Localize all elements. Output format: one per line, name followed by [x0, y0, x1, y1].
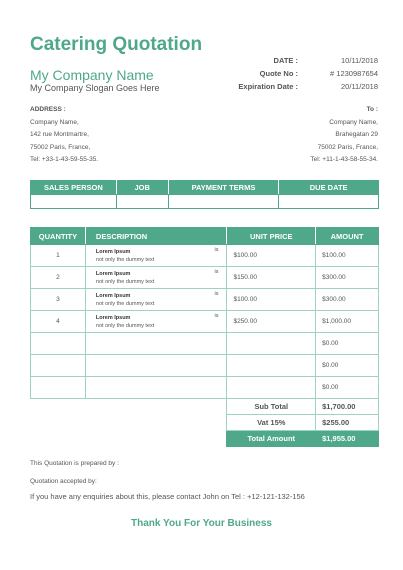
meta-date-label: DATE : — [273, 56, 298, 65]
subtotal-row — [31, 399, 379, 415]
description-is: is — [214, 268, 219, 275]
from-line: Company Name, — [30, 118, 79, 126]
description-cell — [85, 289, 227, 311]
header-quantity: QUANTITY — [31, 228, 86, 245]
table-row — [31, 245, 379, 267]
due-date-cell[interactable] — [279, 195, 379, 209]
quantity-cell — [31, 355, 86, 377]
quantity-cell: 1 — [31, 245, 86, 267]
meta-expiration — [178, 82, 378, 91]
quantity-cell: 3 — [31, 289, 86, 311]
description-is: is — [214, 290, 219, 297]
table-row — [31, 311, 379, 333]
unit-price-cell: $100.00 — [227, 289, 316, 311]
company-slogan: My Company Slogan Goes Here — [30, 83, 160, 93]
thank-you-message: Thank You For Your Business — [131, 518, 272, 529]
meta-date-value: 10/11/2018 — [341, 56, 378, 65]
subtotal-label: Sub Total — [227, 399, 316, 415]
description-cell — [85, 267, 227, 289]
table-row — [31, 377, 379, 399]
from-line: 142 rue Montmartre, — [30, 131, 89, 138]
to-address — [310, 104, 378, 167]
prepared-by: This Quotation is prepared by : — [30, 460, 119, 467]
quantity-cell — [31, 377, 86, 399]
to-line: 75002 Paris, France, — [317, 143, 378, 151]
subtotal-value: $1,700.00 — [316, 399, 379, 415]
meta-quote-label: Quote No : — [259, 69, 298, 78]
from-heading: ADDRESS : — [30, 106, 66, 113]
header-unit-price: UNIT PRICE — [227, 228, 316, 245]
total-label: Total Amount — [227, 431, 316, 447]
vat-value: $255.00 — [316, 415, 379, 431]
total-row — [31, 431, 379, 447]
amount-cell: $0.00 — [316, 333, 379, 355]
from-line: Tel: +33-1-43-59-55-35. — [30, 156, 99, 163]
meta-quote-no — [178, 69, 378, 78]
description-cell — [85, 333, 227, 355]
table-row — [31, 355, 379, 377]
quantity-cell: 2 — [31, 267, 86, 289]
accepted-by: Quotation accepted by: — [30, 478, 97, 485]
header-payment-terms: PAYMENT TERMS — [168, 181, 279, 195]
header-description: DESCRIPTION — [85, 228, 227, 245]
description-cell — [85, 311, 227, 333]
amount-cell: $100.00 — [316, 245, 379, 267]
meta-quote-value: # 1230987654 — [330, 69, 378, 78]
from-line: 75002 Paris, France, — [30, 143, 91, 151]
table-row — [31, 333, 379, 355]
amount-cell: $0.00 — [316, 355, 379, 377]
unit-price-cell: $100.00 — [227, 245, 316, 267]
amount-cell: $300.00 — [316, 289, 379, 311]
enquiries-text: If you have any enquiries about this, please contact John on Tel : +12-121-132-156 — [30, 492, 305, 501]
description-cell — [85, 377, 227, 399]
payment-terms-cell[interactable] — [168, 195, 279, 209]
header-amount: AMOUNT — [316, 228, 379, 245]
items-table — [30, 227, 379, 447]
to-line: Tel: +11-1-43-58-55-34. — [310, 156, 378, 163]
description-cell — [85, 355, 227, 377]
vat-row — [31, 415, 379, 431]
description-is: is — [214, 312, 219, 319]
to-line: Brahegatan 29 — [335, 131, 378, 138]
table-row — [31, 267, 379, 289]
description-sub: not only the dummy text — [95, 300, 155, 307]
from-address — [30, 104, 98, 167]
table-row — [31, 289, 379, 311]
amount-cell: $0.00 — [316, 377, 379, 399]
unit-price-cell: $250.00 — [227, 311, 316, 333]
quantity-cell — [31, 333, 86, 355]
document-title: Catering Quotation — [30, 34, 203, 55]
description-title: Lorem Ipsum — [95, 248, 131, 255]
description-sub: not only the dummy text — [95, 278, 155, 285]
unit-price-cell: $150.00 — [227, 267, 316, 289]
header-sales-person: SALES PERSON — [31, 181, 117, 195]
description-title: Lorem Ipsum — [95, 314, 131, 321]
job-cell[interactable] — [116, 195, 168, 209]
unit-price-cell — [227, 355, 316, 377]
description-title: Lorem Ipsum — [95, 292, 131, 299]
vat-label: Vat 15% — [227, 415, 316, 431]
to-line: Company Name, — [329, 118, 378, 126]
header-job: JOB — [116, 181, 168, 195]
company-name: My Company Name — [30, 67, 154, 83]
quantity-cell: 4 — [31, 311, 86, 333]
unit-price-cell — [227, 333, 316, 355]
header-due-date: DUE DATE — [279, 181, 379, 195]
description-sub: not only the dummy text — [95, 322, 155, 329]
sales-person-cell[interactable] — [31, 195, 117, 209]
unit-price-cell — [227, 377, 316, 399]
info-table — [30, 180, 379, 209]
amount-cell: $1,000.00 — [316, 311, 379, 333]
description-sub: not only the dummy text — [95, 256, 155, 263]
description-cell — [85, 245, 227, 267]
meta-expiration-label: Expiration Date : — [238, 82, 298, 91]
to-heading: To : — [366, 106, 378, 113]
total-value: $1,955.00 — [316, 431, 379, 447]
amount-cell: $300.00 — [316, 267, 379, 289]
meta-date — [178, 56, 378, 65]
description-is: is — [214, 246, 219, 253]
meta-expiration-value: 20/11/2018 — [341, 82, 378, 91]
description-title: Lorem Ipsum — [95, 270, 131, 277]
